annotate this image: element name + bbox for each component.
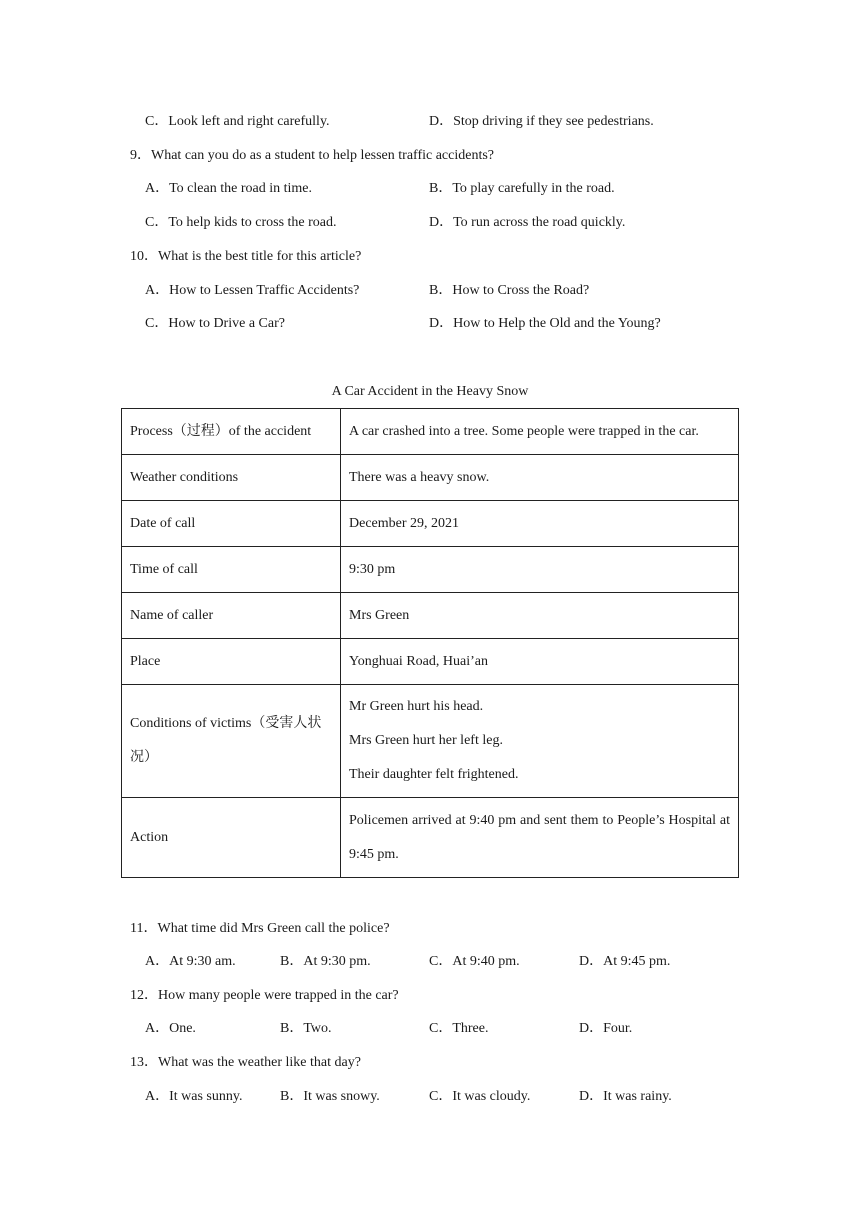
table-row — [122, 409, 739, 455]
table-key-cell: Date of call — [122, 501, 341, 547]
q11-option-a: A．At 9:30 am. — [145, 954, 236, 969]
table-value-cell: There was a heavy snow. — [341, 455, 739, 501]
q13-stem: 13．What was the weather like that day? — [130, 1055, 361, 1070]
accident-info-table — [121, 408, 739, 878]
q11-option-d: D．At 9:45 pm. — [579, 954, 671, 969]
q9-option-c: C．To help kids to cross the road. — [145, 215, 337, 230]
q12-option-b: B．Two. — [280, 1021, 332, 1036]
table-row — [122, 547, 739, 593]
q10-option-c: C．How to Drive a Car? — [145, 316, 285, 331]
q12-option-d: D．Four. — [579, 1021, 633, 1036]
q13-option-d: D．It was rainy. — [579, 1089, 672, 1104]
table-value-cell: A car crashed into a tree. Some people were trapped in the car. — [341, 409, 739, 455]
q11-stem: 11．What time did Mrs Green call the police? — [130, 921, 390, 936]
table-key-cell: Process（过程）of the accident — [122, 409, 341, 455]
table-key-cell: Action — [122, 798, 341, 878]
table-row — [122, 455, 739, 501]
q10-option-a: A．How to Lessen Traffic Accidents? — [145, 283, 360, 298]
table-row — [122, 639, 739, 685]
table-row — [122, 501, 739, 547]
table-row — [122, 593, 739, 639]
victim-condition-line: Their daughter felt frightened. — [349, 767, 519, 782]
victim-condition-line: Mrs Green hurt her left leg. — [349, 733, 503, 748]
q8-option-d: D．Stop driving if they see pedestrians. — [429, 114, 654, 129]
q8-option-c: C．Look left and right carefully. — [145, 114, 330, 129]
table-value-cell: December 29, 2021 — [341, 501, 739, 547]
q10-option-b: B．How to Cross the Road? — [429, 283, 590, 298]
table-value-cell — [341, 685, 739, 798]
q9-stem: 9．What can you do as a student to help lessen traffic accidents? — [130, 148, 495, 163]
q9-option-b: B．To play carefully in the road. — [429, 181, 615, 196]
q10-option-d: D．How to Help the Old and the Young? — [429, 316, 661, 331]
q13-option-b: B．It was snowy. — [280, 1089, 380, 1104]
victim-condition-line: Mr Green hurt his head. — [349, 699, 484, 714]
q12-stem: 12．How many people were trapped in the car? — [130, 988, 399, 1003]
q13-option-c: C．It was cloudy. — [429, 1089, 531, 1104]
table-key-cell: Name of caller — [122, 593, 341, 639]
table-row — [122, 685, 739, 798]
q13-option-a: A．It was sunny. — [145, 1089, 243, 1104]
q11-option-c: C．At 9:40 pm. — [429, 954, 520, 969]
table-key-cell: Time of call — [122, 547, 341, 593]
q12-option-c: C．Three. — [429, 1021, 489, 1036]
table-key-cell: Conditions of victims（受害人状况） — [122, 685, 341, 798]
table-value-cell: Mrs Green — [341, 593, 739, 639]
q9-option-a: A．To clean the road in time. — [145, 181, 312, 196]
q10-stem: 10．What is the best title for this article? — [130, 249, 362, 264]
table-caption: A Car Accident in the Heavy Snow — [331, 384, 529, 399]
q11-option-b: B．At 9:30 pm. — [280, 954, 371, 969]
table-value-cell: Policemen arrived at 9:40 pm and sent them to People’s Hospital at 9:45 pm. — [341, 798, 739, 878]
table-key-cell: Place — [122, 639, 341, 685]
table-row — [122, 798, 739, 878]
table-key-cell: Weather conditions — [122, 455, 341, 501]
table-value-cell: Yonghuai Road, Huai’an — [341, 639, 739, 685]
q12-option-a: A．One. — [145, 1021, 196, 1036]
table-value-cell: 9:30 pm — [341, 547, 739, 593]
q9-option-d: D．To run across the road quickly. — [429, 215, 626, 230]
